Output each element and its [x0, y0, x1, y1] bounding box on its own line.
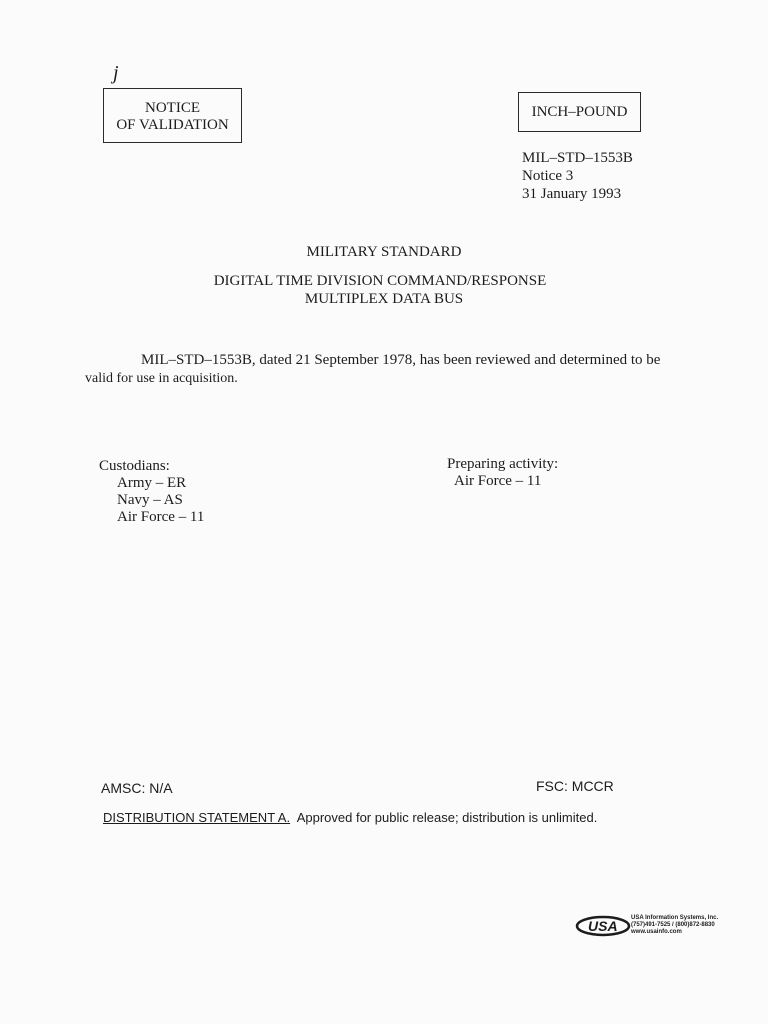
inch-pound-box: [518, 92, 641, 132]
usa-logo-website: www.usainfo.com: [631, 929, 682, 935]
preparing-value: Air Force – 11: [454, 473, 542, 489]
usa-logo-company: USA Information Systems, Inc.: [631, 915, 719, 921]
usa-logo-info: [631, 915, 718, 936]
distribution-text: Approved for public release; distribution is unlimited.: [296, 810, 598, 825]
inch-pound-label: INCH–POUND: [531, 104, 628, 120]
custodian-item: Navy – AS: [117, 492, 183, 508]
document-identifier: [522, 149, 633, 203]
distribution-statement: [103, 810, 597, 825]
heading: MILITARY STANDARD: [306, 244, 462, 260]
stray-mark: j: [113, 62, 119, 84]
notice-box-line1: NOTICE: [145, 100, 200, 116]
notice-of-validation-box: [103, 88, 242, 143]
title-line-2: MULTIPLEX DATA BUS: [304, 291, 464, 307]
usa-logo-phone: (757)491-7525 / (800)872-8830: [631, 922, 715, 928]
distribution-label: DISTRIBUTION STATEMENT A.: [103, 810, 291, 825]
body-line-1: MIL–STD–1553B, dated 21 September 1978, has been reviewed and determined to be: [141, 352, 661, 368]
preparing-activity-block: [447, 456, 558, 490]
fsc: FSC: MCCR: [536, 778, 614, 794]
body-line-2: valid for use in acquisition.: [85, 371, 238, 386]
custodian-item: Army – ER: [117, 475, 187, 491]
preparing-label: Preparing activity:: [447, 456, 559, 472]
doc-notice: Notice 3: [522, 168, 574, 184]
custodian-item: Air Force – 11: [117, 509, 205, 525]
amsc: AMSC: N/A: [101, 780, 173, 796]
title-line-1: DIGITAL TIME DIVISION COMMAND/RESPONSE: [213, 273, 547, 289]
custodians-label: Custodians:: [99, 458, 170, 474]
usa-logo-wordmark: USA: [588, 918, 618, 934]
custodians-block: [99, 458, 204, 526]
doc-number: MIL–STD–1553B: [522, 150, 633, 166]
notice-box-line2: OF VALIDATION: [116, 117, 229, 133]
doc-date: 31 January 1993: [522, 186, 622, 202]
